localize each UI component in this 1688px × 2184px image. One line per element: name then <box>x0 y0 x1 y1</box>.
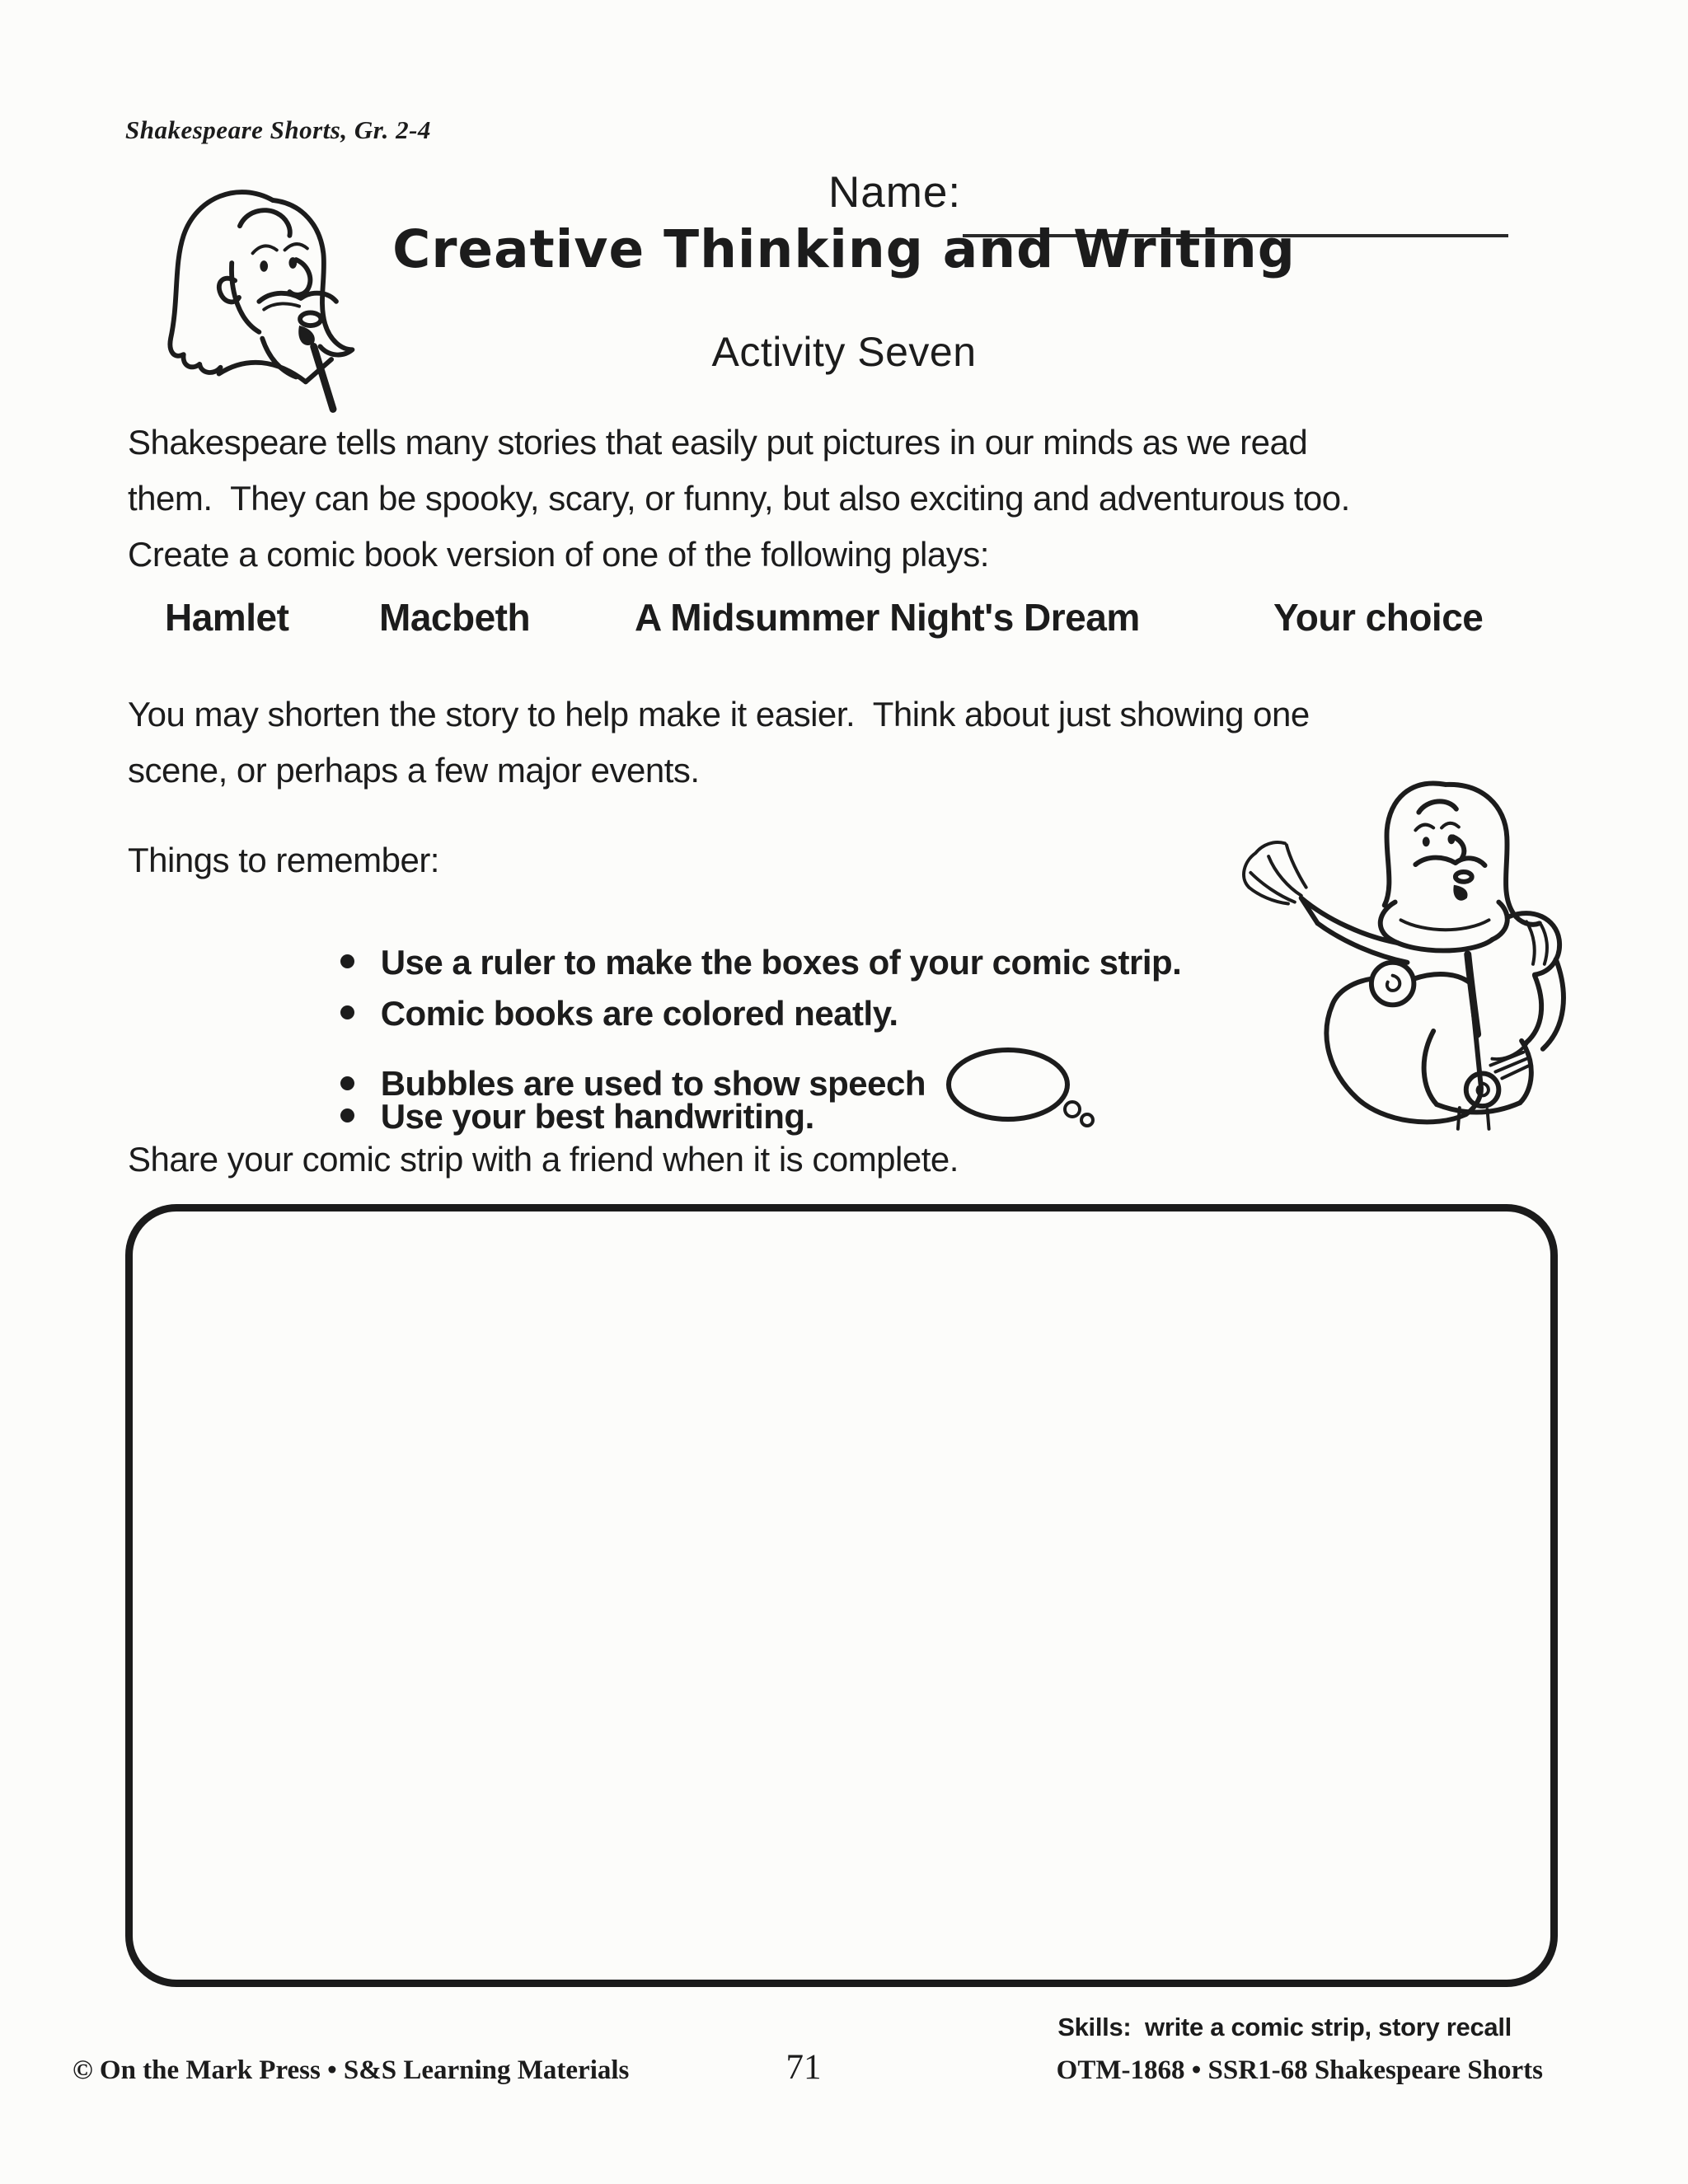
share-instruction: Share your comic strip with a friend when it is complete. <box>128 1140 959 1179</box>
bullet-item-label: Bubbles are used to show speech <box>380 1064 926 1104</box>
skills-note: Skills: write a comic strip, story recall <box>1057 2013 1512 2041</box>
shakespeare-scroll-illustration <box>1197 763 1613 1132</box>
copyright-notice: © On the Mark Press • S&S Learning Materials <box>73 2055 630 2085</box>
play-option-hamlet: Hamlet <box>165 596 289 639</box>
bullet-item-label: Use your best handwriting. <box>380 1097 814 1136</box>
intro-line-1: Shakespeare tells many stories that easily put pictures in our minds as we read <box>128 423 1308 462</box>
comic-strip-drawing-area <box>125 1204 1558 1987</box>
shorten-line-1: You may shorten the story to help make it easier. Think about just showing one <box>128 695 1310 733</box>
page-number: 71 <box>785 2048 822 2087</box>
things-to-remember-heading: Things to remember: <box>128 841 439 879</box>
name-label: Name: <box>828 168 962 217</box>
product-code: OTM-1868 • SSR1-68 Shakespeare Shorts <box>1056 2055 1543 2085</box>
thought-bubble-icon <box>944 1047 1097 1129</box>
bullet-item-label: Use a ruler to make the boxes of your comic strip. <box>380 943 1182 982</box>
play-option-midsummer: A Midsummer Night's Dream <box>635 596 1140 639</box>
activity-subtitle: Activity Seven <box>711 329 977 375</box>
bullet-item-label: Comic books are colored neatly. <box>380 994 898 1033</box>
page-title: Creative Thinking and Writing <box>392 219 1296 279</box>
intro-line-2: them. They can be spooky, scary, or funny, but also exciting and adventurous too. <box>128 479 1350 518</box>
intro-line-3: Create a comic book version of one of the following plays: <box>128 535 989 574</box>
shorten-line-2: scene, or perhaps a few major events. <box>128 751 700 790</box>
play-option-your-choice: Your choice <box>1273 596 1484 639</box>
play-option-macbeth: Macbeth <box>379 596 531 639</box>
series-label: Shakespeare Shorts, Gr. 2-4 <box>125 115 431 144</box>
bullet-dot-icon <box>340 1108 354 1122</box>
shakespeare-portrait-illustration <box>142 166 399 424</box>
